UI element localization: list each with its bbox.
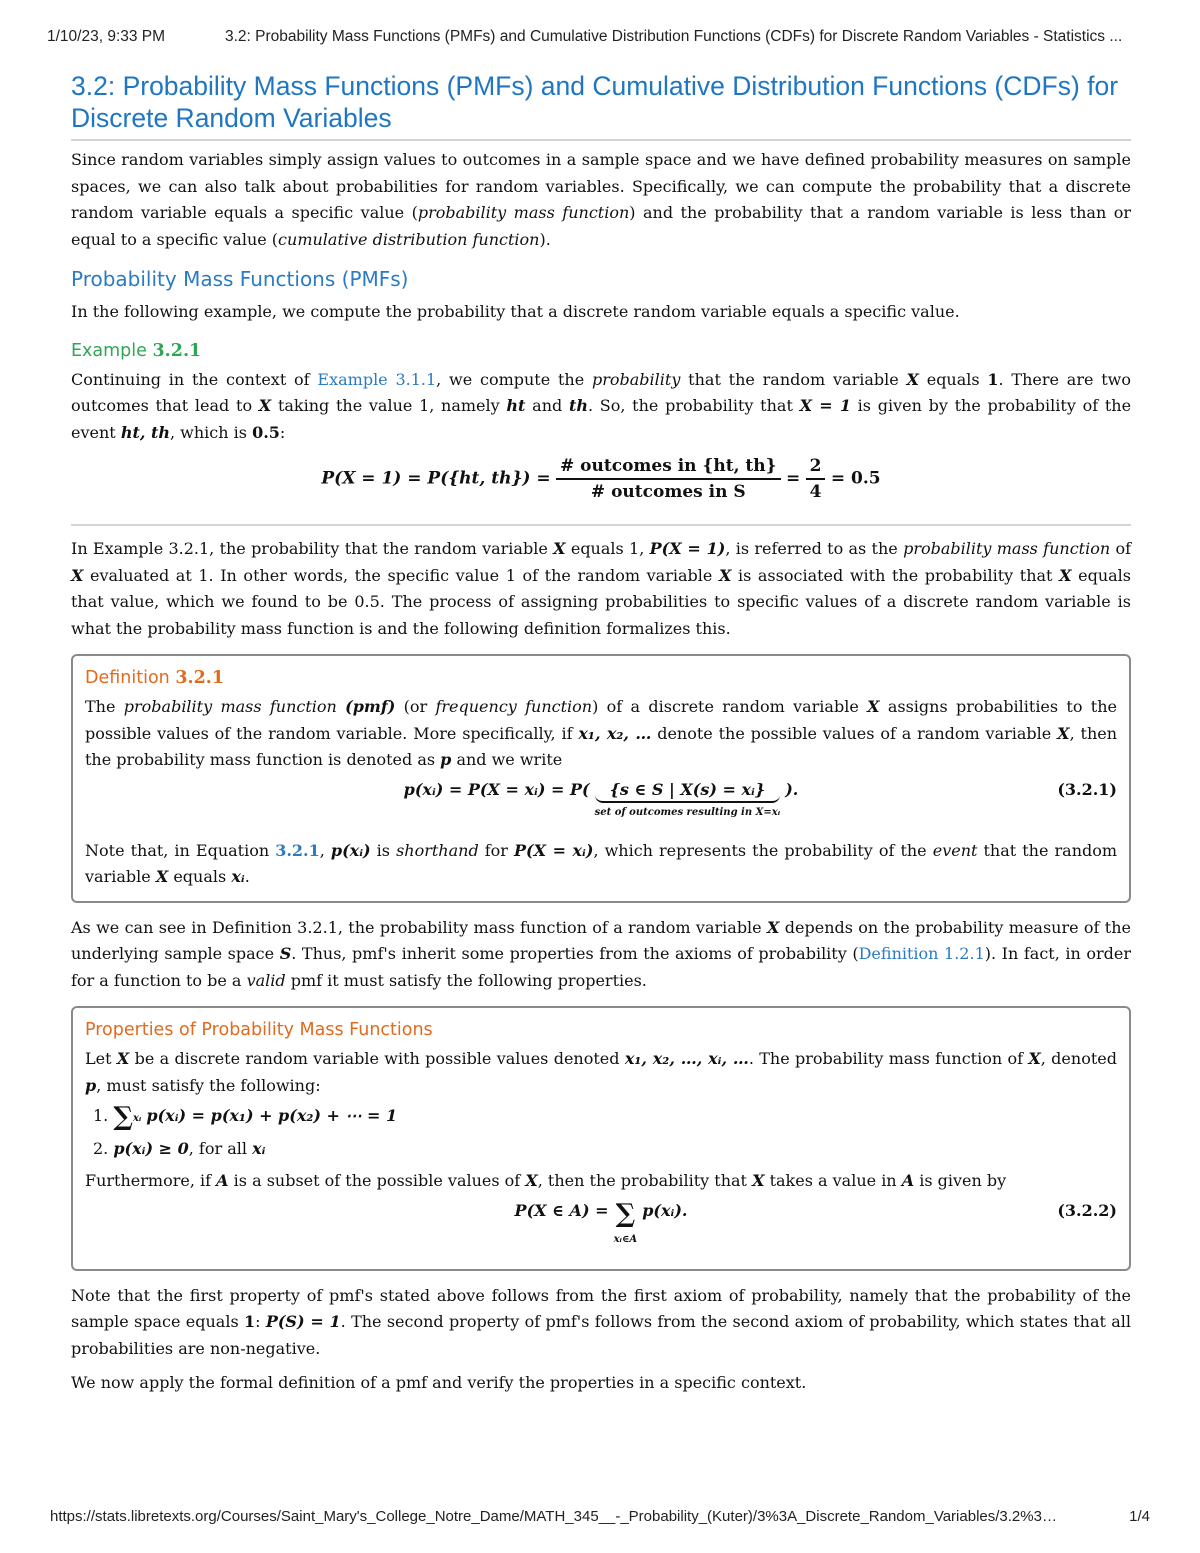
print-datetime: 1/10/23, 9:33 PM bbox=[47, 28, 166, 45]
page-title: 3.2: Probability Mass Functions (PMFs) and Cumulative Distribution Functions (CDFs) for Discrete Random Variables bbox=[71, 70, 1131, 141]
section-heading-pmf: Probability Mass Functions (PMFs) bbox=[71, 267, 409, 291]
print-page-title: 3.2: Probability Mass Functions (PMFs) and Cumulative Distribution Functions (CDFs) for Discrete Random Variables - Statistics ... bbox=[225, 28, 1123, 45]
divider bbox=[71, 524, 1131, 526]
definition-note: Note that, in Equation 3.2.1, p(xᵢ) is shorthand for P(X = xᵢ), which represents the probability of the event that the random variable X equals xᵢ. bbox=[85, 840, 1118, 886]
properties-body: Let X be a discrete random variable with possible values denoted x₁, x₂, …, xᵢ, …. The probability mass function of X, denoted p, must satisfy the following: bbox=[85, 1049, 1117, 1095]
list-item: 2. p(xᵢ) ≥ 0, for all xᵢ bbox=[93, 1139, 266, 1158]
pmf-explanation: In Example 3.2.1, the probability that the random variable X equals 1, P(X = 1), is referred to as the probability mass function of X evaluated at 1. In other words, the specific value 1 of the random variable X is associated with the probability that X equals that value, which we found to be 0.5. The process of assigning probabilities to specific values of a discrete random variable is what the probability mass function is and the following definition formalizes this. bbox=[71, 539, 1132, 638]
properties-subset: Furthermore, if A is a subset of the possible values of X, then the probability that X takes a value in A is given by bbox=[85, 1171, 1007, 1190]
example-3-1-1-link[interactable]: Example 3.1.1 bbox=[317, 369, 437, 389]
section-intro: In the following example, we compute the probability that a discrete random variable equals a specific value. bbox=[71, 302, 960, 321]
definition-title: Definition 3.2.1 bbox=[85, 668, 225, 688]
print-page-number: 1/4 bbox=[1129, 1508, 1150, 1525]
properties-title: Properties of Probability Mass Functions bbox=[85, 1020, 433, 1040]
axioms-note: Note that the first property of pmf's stated above follows from the first axiom of probability, namely that the probability of the sample space equals 1: P(S) = 1. The second property of pmf's follows from the second axiom of probability, which states that all probabilities are non-negative. bbox=[71, 1285, 1131, 1358]
equation-number: (3.2.1) bbox=[1057, 779, 1117, 799]
intro-paragraph: Since random variables simply assign values to outcomes in a sample space and we have defined probability measures on sample spaces, we can also talk about probabilities for random variables. Specifically, we can compute the probability that a discrete random variable equals a specific value (probability mass function) and the probability that a random variable is less than or equal to a specific value (cumulative distribution function). bbox=[71, 150, 1132, 249]
example-equation: P(X = 1) = P({ht, th}) = $\frac{\text{\# outcomes in \{ht, th\}}}{\text{\# outcomes in S}}$ = $\frac{2}{4}$ = 0.5 bbox=[321, 456, 881, 502]
equation-3-2-1-link[interactable]: 3.2.1 bbox=[275, 840, 320, 860]
properties-box bbox=[71, 1006, 1131, 1271]
equation-3-2-1: p(xᵢ) = P(X = xᵢ) = P( {s ∈ S | X(s) = xᵢ} set of outcomes resulting in X=xᵢ ). (3.2.1) bbox=[403, 779, 1117, 818]
browser-print-footer bbox=[50, 1508, 1150, 1525]
article-content bbox=[71, 70, 1131, 1397]
properties-intro: As we can see in Definition 3.2.1, the probability mass function of a random variable X depends on the probability measure of the underlying sample space S. Thus, pmf's inherit some properties from the axioms of probability (Definition 1.2.1). In fact, in order for a function to be a valid pmf it must satisfy the following properties. bbox=[71, 917, 1132, 990]
example-title: Example 3.2.1 bbox=[71, 340, 202, 361]
definition-1-2-1-link[interactable]: Definition 1.2.1 bbox=[858, 944, 985, 963]
print-url: https://stats.libretexts.org/Courses/Saint_Mary's_College_Notre_Dame/MATH_345__-_Probability_(Kuter)/3%3A_Discrete_Random_Variables/3.2%3… bbox=[50, 1508, 1057, 1525]
browser-print-header bbox=[47, 28, 1150, 46]
example-body: Continuing in the context of Example 3.1.1, we compute the probability that the random variable X equals 1. There are two outcomes that lead to X taking the value 1, namely ht and th. So, the probability that X = 1 is given by the probability of the event ht, th, which is 0.5: bbox=[71, 369, 1132, 442]
closing-paragraph: We now apply the formal definition of a pmf and verify the properties in a specific context. bbox=[71, 1373, 807, 1392]
definition-box bbox=[71, 654, 1131, 903]
list-item: 1. ∑xᵢ p(xᵢ) = p(x₁) + p(x₂) + ⋯ = 1 bbox=[93, 1102, 398, 1132]
equation-3-2-2: P(X ∈ A) = ∑ xᵢ∈A p(xᵢ). (3.2.2) bbox=[514, 1198, 1117, 1245]
properties-list bbox=[85, 1101, 1117, 1164]
equation-number: (3.2.2) bbox=[1057, 1200, 1117, 1220]
definition-body: The probability mass function (pmf) (or frequency function) of a discrete random variable X assigns probabilities to the possible values of the random variable. More specifically, if x₁, x₂, … denote the possible values of a random variable X, then the probability mass function is denoted as p and we write bbox=[85, 697, 1118, 769]
